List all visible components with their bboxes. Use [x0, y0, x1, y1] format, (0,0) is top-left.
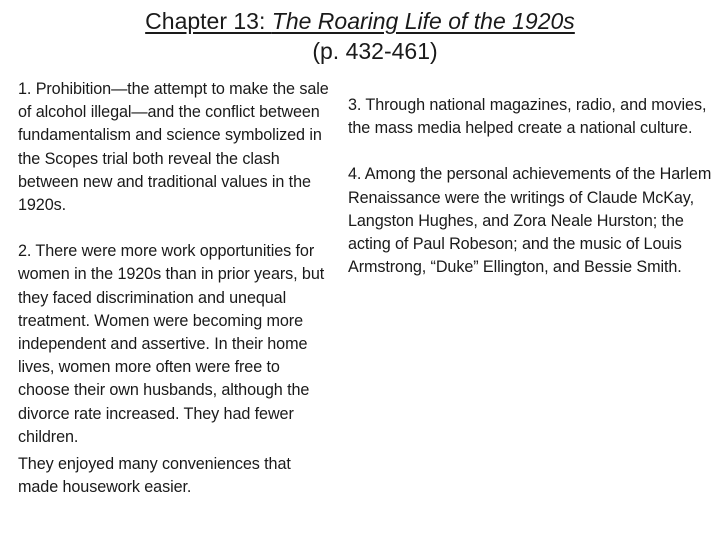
- point-4: 4. Among the personal achievements of the Harlem Renaissance were the writings of Claude McKay, Langston Hughes, and Zora Neale Hurston; the acting of Paul Robeson; and the music of Louis Armstrong, “Duke” Ellington, and Bessie Smith.: [348, 165, 712, 277]
- left-column: [18, 78, 334, 499]
- point-2-continued: They enjoyed many conveniences that made housework easier.: [18, 455, 291, 497]
- title-pages: (p. 432-461): [312, 38, 438, 64]
- title-italic: The Roaring Life of the 1920s: [271, 8, 575, 34]
- title-main: [145, 6, 575, 36]
- slide-title: [0, 6, 720, 66]
- point-1: 1. Prohibition—the attempt to make the sale of alcohol illegal—and the conflict between fundamentalism and science symbolized in the Scopes trial both reveal the clash between new and traditional values in the 1920s.: [18, 80, 329, 215]
- point-3: 3. Through national magazines, radio, and movies, the mass media helped create a national culture.: [348, 96, 707, 138]
- point-2: 2. There were more work opportunities for women in the 1920s than in prior years, but they faced discrimination and unequal treatment. Women were becoming more independent and assertive. In their home lives, women more often were free to choose their own husbands, although the divorce rate increased. They had fewer children.: [18, 242, 325, 446]
- right-column: [348, 94, 713, 279]
- title-prefix: Chapter 13:: [145, 8, 272, 34]
